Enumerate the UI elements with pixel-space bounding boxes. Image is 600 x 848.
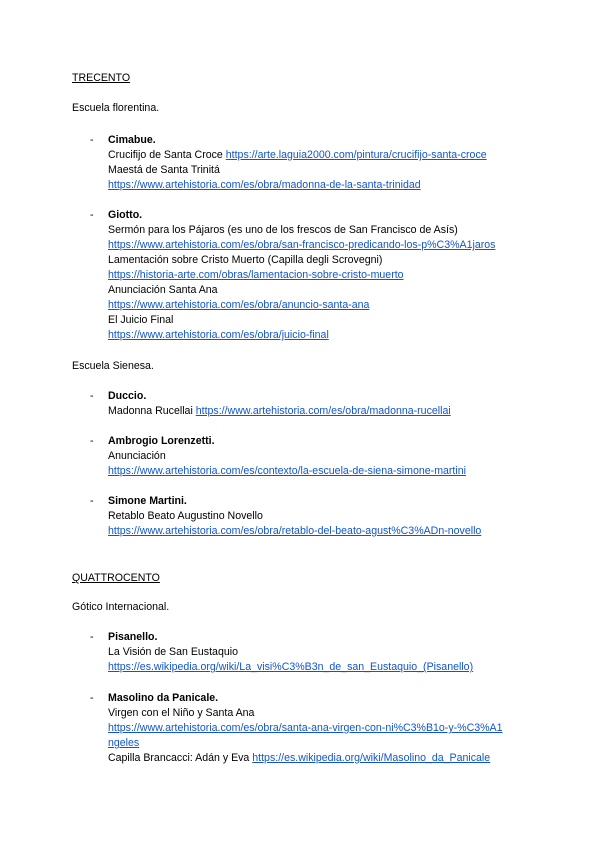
work-title: Madonna Rucellai [108, 405, 193, 417]
work-title: El Juicio Final [108, 314, 174, 326]
artist-body [108, 133, 548, 193]
artist-body [108, 494, 548, 539]
trecento-heading: TRECENTO [72, 72, 131, 84]
work-link-continuation[interactable]: ngeles [108, 737, 140, 749]
work-link[interactable]: https://historia-arte.com/obras/lamentacion-sobre-cristo-muerto [108, 269, 404, 281]
work-title: Capilla Brancacci: Adán y Eva [108, 752, 250, 764]
work-link[interactable]: https://es.wikipedia.org/wiki/La_visi%C3%B3n_de_san_Eustaquio_(Pisanello) [108, 661, 474, 673]
bullet: - [90, 495, 94, 507]
bullet: - [90, 692, 94, 704]
work-title: Virgen con el Niño y Santa Ana [108, 707, 255, 719]
work-title: Sermón para los Pájaros (es uno de los frescos de San Francisco de Asís) [108, 224, 458, 236]
artist-body [108, 630, 548, 675]
sienese-school-label: Escuela Sienesa. [72, 360, 154, 372]
work-link[interactable]: https://www.artehistoria.com/es/obra/madonna-de-la-santa-trinidad [108, 179, 421, 191]
work-title: Lamentación sobre Cristo Muerto (Capilla degli Scrovegni) [108, 254, 383, 266]
work-line [108, 404, 548, 419]
work-link[interactable]: https://www.artehistoria.com/es/obra/retablo-del-beato-agust%C3%ADn-novello [108, 525, 482, 537]
artist-body [108, 434, 548, 479]
bullet: - [90, 209, 94, 221]
florentine-school-label: Escuela florentina. [72, 102, 160, 114]
artist-name: Duccio. [108, 390, 147, 402]
work-link[interactable]: https://www.artehistoria.com/es/obra/santa-ana-virgen-con-ni%C3%B1o-y-%C3%A1 [108, 722, 503, 734]
artist-name: Giotto. [108, 209, 143, 221]
work-link[interactable]: https://www.artehistoria.com/es/contexto/la-escuela-de-siena-simone-martini [108, 465, 466, 477]
artist-name: Simone Martini. [108, 495, 187, 507]
bullet: - [90, 134, 94, 146]
work-link[interactable]: https://www.artehistoria.com/es/obra/anuncio-santa-ana [108, 299, 370, 311]
work-link[interactable]: https://www.artehistoria.com/es/obra/san-francisco-predicando-los-p%C3%A1jaros [108, 239, 496, 251]
bullet: - [90, 390, 94, 402]
work-title: Retablo Beato Augustino Novello [108, 510, 263, 522]
work-link[interactable]: https://www.artehistoria.com/es/obra/juicio-final [108, 329, 329, 341]
work-line [108, 751, 548, 766]
quattrocento-heading: QUATTROCENTO [72, 572, 160, 584]
work-link[interactable]: https://www.artehistoria.com/es/obra/madonna-rucellai [195, 405, 451, 417]
work-title: Anunciación [108, 450, 166, 462]
work-title: Anunciación Santa Ana [108, 284, 218, 296]
artist-body [108, 691, 548, 766]
work-link[interactable]: https://arte.laguia2000.com/pintura/crucifijo-santa-croce [225, 149, 487, 161]
work-link[interactable]: https://es.wikipedia.org/wiki/Masolino_da_Panicale [252, 752, 491, 764]
work-line [108, 148, 548, 163]
artist-body [108, 389, 548, 419]
work-title: La Visión de San Eustaquio [108, 646, 238, 658]
work-title: Crucifijo de Santa Croce [108, 149, 223, 161]
artist-body [108, 208, 548, 343]
artist-name: Masolino da Panicale. [108, 692, 219, 704]
artist-name: Pisanello. [108, 631, 158, 643]
gothic-school-label: Gótico Internacional. [72, 601, 170, 613]
bullet: - [90, 435, 94, 447]
work-title: Maestá de Santa Trinitá [108, 164, 220, 176]
artist-name: Ambrogio Lorenzetti. [108, 435, 215, 447]
bullet: - [90, 631, 94, 643]
artist-name: Cimabue. [108, 134, 156, 146]
